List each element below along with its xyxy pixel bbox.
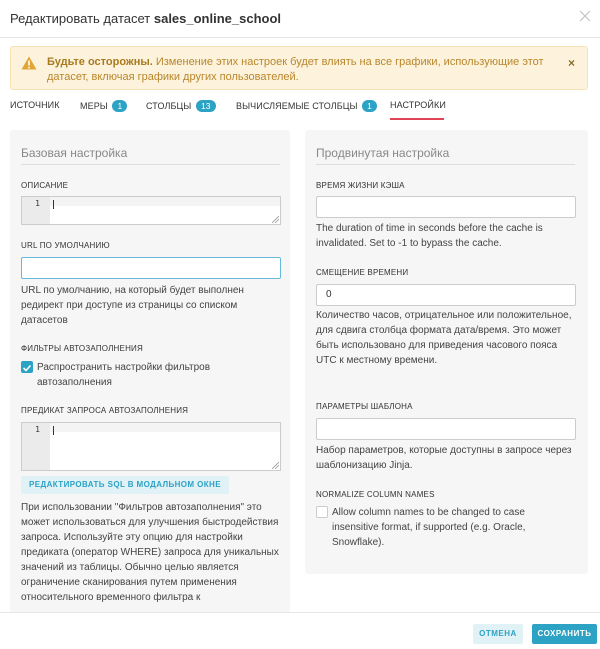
resize-handle-icon[interactable] xyxy=(272,216,279,223)
predicate-label: ПРЕДИКАТ ЗАПРОСА АВТОЗАПОЛНЕНИЯ xyxy=(21,406,189,415)
advanced-settings-title: Продвинутая настройка xyxy=(316,146,450,160)
warning-icon xyxy=(21,56,37,70)
time-offset-input[interactable]: 0 xyxy=(316,284,576,306)
basic-settings-title: Базовая настройка xyxy=(21,146,128,160)
cache-timeout-input[interactable] xyxy=(316,196,576,218)
predicate-gutter xyxy=(22,423,50,470)
description-editor[interactable] xyxy=(21,196,281,225)
cache-timeout-label: ВРЕМЯ ЖИЗНИ КЭША xyxy=(316,181,405,190)
tab-columns-count: 13 xyxy=(196,100,216,112)
normalize-columns-checkbox-label: Allow column names to be changed to case insensitive format, if supported (e.g. Oracle, Snowflake). xyxy=(332,507,526,548)
tab-calculated-columns-label: ВЫЧИСЛЯЕМЫЕ СТОЛБЦЫ xyxy=(236,101,358,111)
modal-title xyxy=(10,11,281,26)
predicate-line-number: 1 xyxy=(35,425,40,434)
autocomplete-filters-label: ФИЛЬТРЫ АВТОЗАПОЛНЕНИЯ xyxy=(21,344,143,353)
description-gutter xyxy=(22,197,50,224)
warning-text xyxy=(47,55,557,85)
warning-strong: Будьте осторожны. xyxy=(47,56,153,68)
advanced-settings-panel xyxy=(305,130,588,574)
predicate-editor[interactable] xyxy=(21,422,281,471)
tab-metrics[interactable] xyxy=(80,100,127,112)
alert-close-icon[interactable]: × xyxy=(567,56,575,70)
default-url-help: URL по умолчанию, на который будет выполнен редирект при доступе из страницы со списком датасетов xyxy=(21,285,244,326)
predicate-caret xyxy=(53,426,54,435)
tab-bar xyxy=(0,94,600,122)
basic-settings-panel xyxy=(10,130,290,620)
save-button[interactable]: СОХРАНИТЬ xyxy=(532,624,597,644)
basic-settings-divider xyxy=(21,164,280,165)
tab-calculated-columns-count: 1 xyxy=(362,100,377,112)
predicate-help: При использовании "Фильтров автозаполнения" это может использоваться для улучшения быстродействия запроса. Используйте эту опцию для настройки предиката (оператор WHERE) запроса для уникальных значений из таблицы. Обычно целью является ограничение сканирования путем применения относительного временного фильтра к xyxy=(21,502,279,603)
default-url-label: URL ПО УМОЛЧАНИЮ xyxy=(21,241,110,250)
tab-columns-label: СТОЛБЦЫ xyxy=(146,101,192,111)
description-line-number: 1 xyxy=(35,199,40,208)
modal-header xyxy=(0,0,600,38)
description-label: ОПИСАНИЕ xyxy=(21,181,69,190)
time-offset-label: СМЕЩЕНИЕ ВРЕМЕНИ xyxy=(316,268,409,277)
resize-handle-icon[interactable] xyxy=(272,462,279,469)
tab-source[interactable] xyxy=(10,100,60,110)
advanced-settings-divider xyxy=(316,164,575,165)
description-caret xyxy=(53,200,54,209)
warning-message: Изменение этих настроек будет влиять на все графики, использующие этот датасет, включая графики других пользователей. xyxy=(47,56,544,83)
close-icon[interactable] xyxy=(578,10,592,24)
description-active-line xyxy=(50,197,280,206)
time-offset-help: Количество часов, отрицательное или положительное, для сдвига столбца формата дата/время. Это может быть использовано для приведения часового пояса UTC к местному времени. xyxy=(316,310,572,366)
tab-settings[interactable] xyxy=(390,100,446,110)
normalize-columns-checkbox[interactable] xyxy=(316,506,328,518)
dataset-name: sales_online_school xyxy=(153,11,282,26)
normalize-columns-label: NORMALIZE COLUMN NAMES xyxy=(316,490,435,499)
cancel-button[interactable]: ОТМЕНА xyxy=(473,624,523,644)
tab-columns[interactable] xyxy=(146,100,216,112)
template-params-help: Набор параметров, которые доступны в запросе через шаблонизацию Jinja. xyxy=(316,445,572,471)
tab-metrics-count: 1 xyxy=(112,100,127,112)
tab-settings-label: НАСТРОЙКИ xyxy=(390,100,446,110)
tab-source-label: ИСТОЧНИК xyxy=(10,100,60,110)
template-params-input[interactable] xyxy=(316,418,576,440)
predicate-active-line xyxy=(50,423,280,432)
autocomplete-filters-checkbox[interactable] xyxy=(21,361,33,373)
default-url-input[interactable] xyxy=(21,257,281,279)
autocomplete-filters-checkbox-label: Распространить настройки фильтров автозаполнения xyxy=(37,362,211,388)
check-icon xyxy=(21,362,33,374)
template-params-label: ПАРАМЕТРЫ ШАБЛОНА xyxy=(316,402,413,411)
cache-timeout-help: The duration of time in seconds before the cache is invalidated. Set to -1 to bypass the cache. xyxy=(316,223,543,249)
edit-sql-modal-button[interactable]: РЕДАКТИРОВАТЬ SQL В МОДАЛЬНОМ ОКНЕ xyxy=(21,476,229,494)
tab-metrics-label: МЕРЫ xyxy=(80,101,108,111)
tab-calculated-columns[interactable] xyxy=(236,100,377,112)
active-tab-indicator xyxy=(390,118,444,120)
warning-alert xyxy=(10,46,588,90)
modal-title-prefix: Редактировать датасет xyxy=(10,11,151,26)
